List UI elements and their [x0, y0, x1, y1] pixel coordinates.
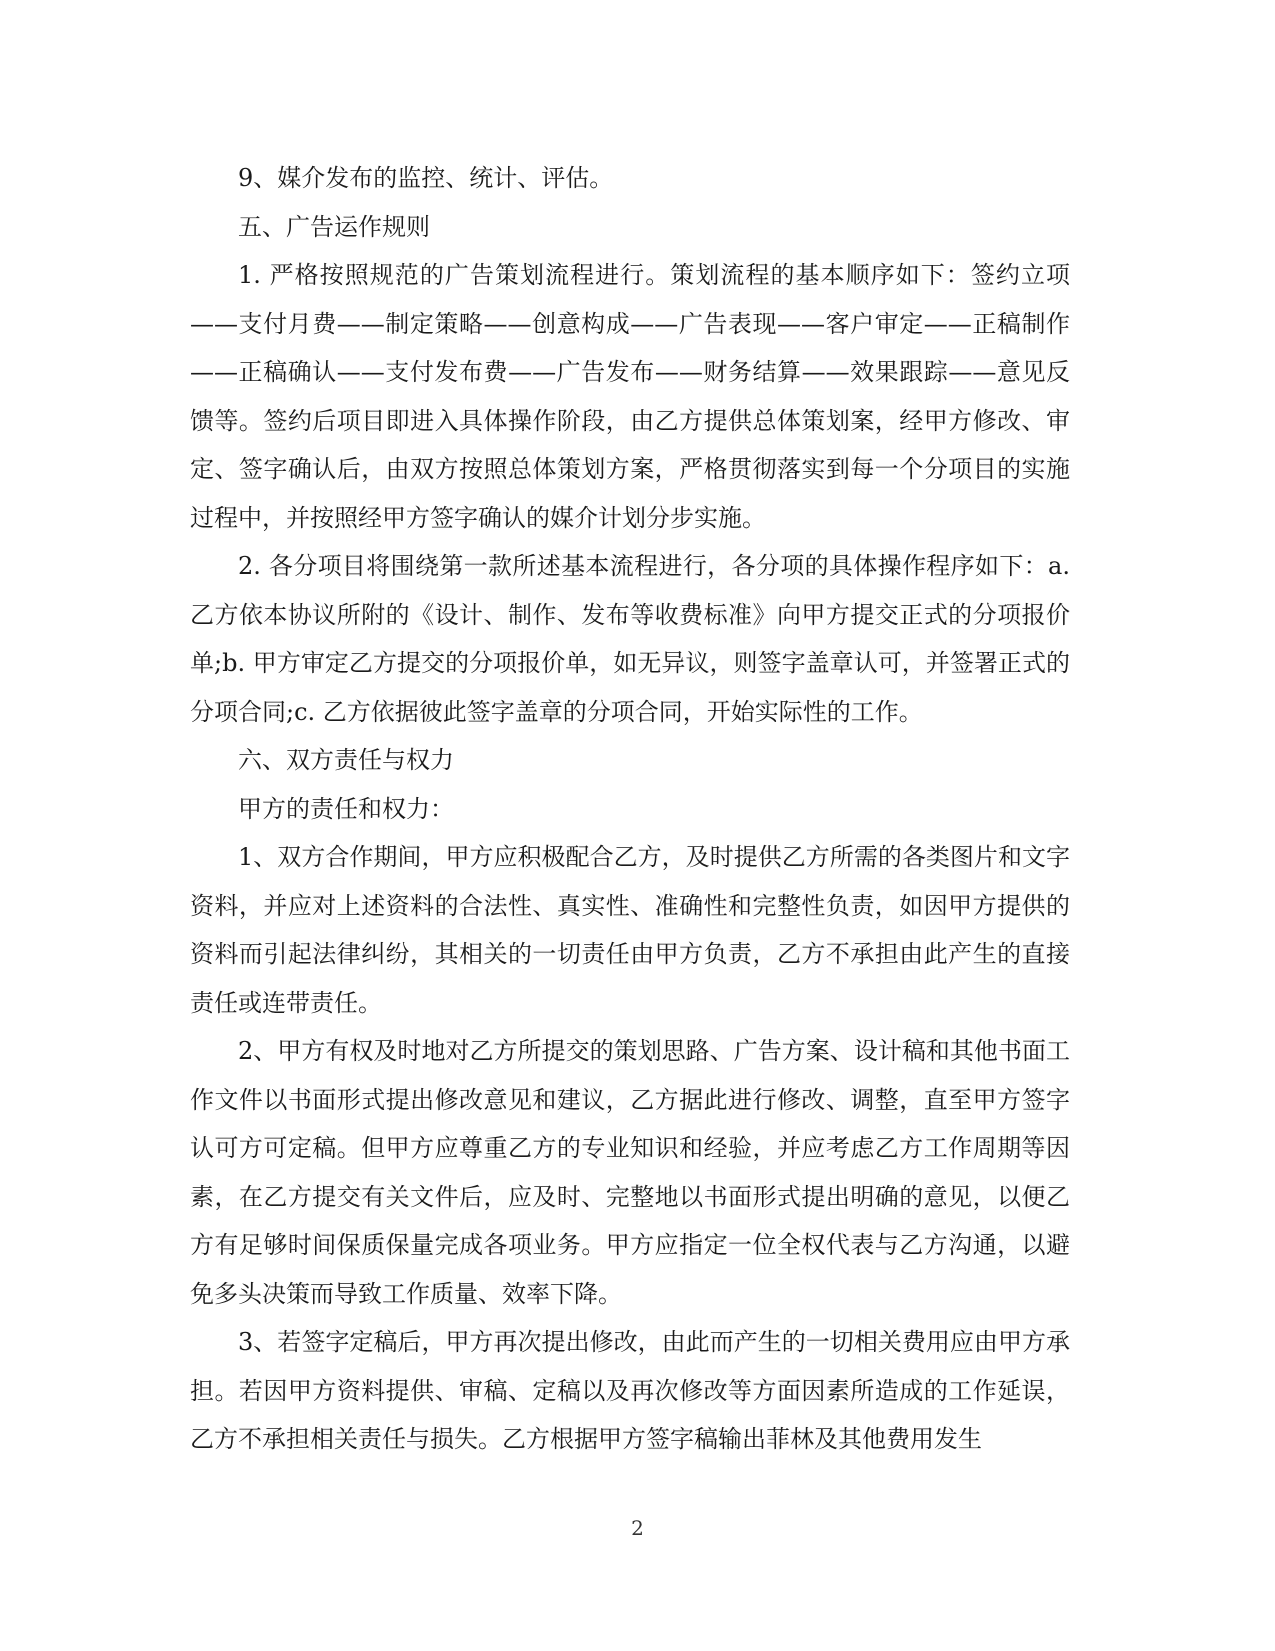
paragraph-sub-project-procedure: 2. 各分项目将围绕第一款所述基本流程进行，各分项的具体操作程序如下：a. 乙方依本协议所附的《设计、制作、发布等收费标准》向甲方提交正式的分项报价单;b. 甲方审定乙方提交的分项报价单，如无异议，则签字盖章认可，并签署正式的分项合同;c. 乙方依据彼此签字盖章的分项合同，开始实际性的工作。: [190, 552, 1070, 726]
paragraph-party-a-clause-1: 1、双方合作期间，甲方应积极配合乙方，及时提供乙方所需的各类图片和文字资料，并应对上述资料的合法性、真实性、准确性和完整性负责，如因甲方提供的资料而引起法律纠纷，其相关的一切责任由甲方负责，乙方不承担由此产生的直接责任或连带责任。: [190, 843, 1070, 1017]
section-heading-advertising-rules: 五、广告运作规则: [238, 212, 430, 241]
page-number: 2: [631, 1516, 644, 1540]
paragraph-party-a-clause-3: 3、若签字定稿后，甲方再次提出修改，由此而产生的一切相关费用应由甲方承担。若因甲方资料提供、审稿、定稿以及再次修改等方面因素所造成的工作延误，乙方不承担相关责任与损失。乙方根据甲方签字稿输出菲林及其他费用发生: [190, 1328, 1070, 1453]
document-body: [190, 154, 1070, 1464]
paragraph-media-monitoring: 9、媒介发布的监控、统计、评估。: [238, 164, 614, 192]
subheading-party-a-responsibilities: 甲方的责任和权力：: [238, 794, 454, 823]
section-heading-responsibilities: 六、双方责任与权力: [238, 746, 454, 774]
paragraph-planning-process: 1. 严格按照规范的广告策划流程进行。策划流程的基本顺序如下：签约立项——支付月费——制定策略——创意构成——广告表现——客户审定——正稿制作 ——正稿确认——支付发布费——广告发布——财务结算——效果跟踪——意见反馈等。签约后项目即进入具体操作阶段，由乙方提供总体策划案，经甲方修改、审定、签字确认后，由双方按照总体策划方案，严格贯彻落实到每一个分项目的实施过程中，并按照经甲方签字确认的媒介计划分步实施。: [190, 261, 1070, 532]
paragraph-party-a-clause-2: 2、甲方有权及时地对乙方所提交的策划思路、广告方案、设计稿和其他书面工作文件以书面形式提出修改意见和建议，乙方据此进行修改、调整，直至甲方签字认可方可定稿。但甲方应尊重乙方的专业知识和经验，并应考虑乙方工作周期等因素，在乙方提交有关文件后，应及时、完整地以书面形式提出明确的意见，以便乙方有足够时间保质保量完成各项业务。甲方应指定一位全权代表与乙方沟通，以避免多头决策而导致工作质量、效率下降。: [190, 1037, 1070, 1308]
